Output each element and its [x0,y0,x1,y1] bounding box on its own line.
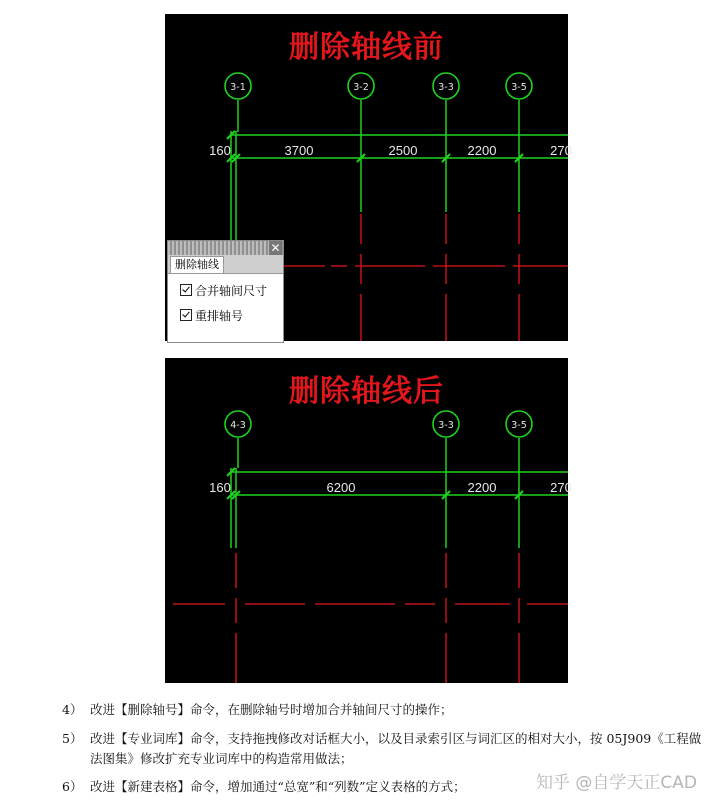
axis-label: 4-3 [230,420,246,431]
dimension-text: 2500 [388,143,418,158]
axis-label: 3-3 [438,82,454,93]
cad-panel-after [165,358,572,683]
dimension-text-group [209,143,572,158]
list-item-text: 改进【删除轴号】命令，在删除轴号时增加合并轴间尺寸的操作； [90,702,453,717]
dimension-text: 6200 [326,480,356,495]
red-axis-lines [283,214,568,341]
dimension-text: 160 [209,143,231,158]
list-item-number: 4） [62,702,83,717]
list-item-number: 6） [62,779,83,794]
list-item-number: 5） [62,731,83,746]
dimension-text: 160 [209,480,231,495]
dimension-text: 2200 [467,480,497,495]
axis-label: 3-5 [511,420,527,431]
axis-label: 3-3 [438,420,454,431]
renumber-axis-checkbox[interactable] [180,308,243,324]
list-item-text: 改进【专业词库】命令，支持拖拽修改对话框大小，以及目录索引区与词汇区的相对大小，按 05J909《工程做法图集》修改扩充专业词库中的构造常用做法； [90,731,702,766]
dimension-text-group [209,480,572,495]
axis-label: 3-2 [353,82,369,93]
dimension-text: 3700 [284,143,314,158]
axis-label: 3-1 [230,82,246,93]
list-item-text: 改进【新建表格】命令，增加通过“总宽”和“列数”定义表格的方式； [90,779,466,794]
panel-title: 删除轴线后 [289,374,444,409]
checkbox-checked-icon[interactable] [180,284,192,296]
cad-panel-before [165,14,572,341]
dimension-text: 270 [550,480,572,495]
dialog-tabrow [168,255,283,274]
tab-delete-axis[interactable]: 删除轴线 [170,256,224,273]
dimension-text: 270 [550,143,572,158]
checkbox-checked-icon[interactable] [180,309,192,321]
dimension-text: 2200 [467,143,497,158]
axis-bubbles [225,73,532,99]
red-axis-lines [173,553,568,683]
delete-axis-dialog[interactable] [167,240,284,343]
checkbox-label: 重排轴号 [195,309,244,323]
close-icon[interactable]: ✕ [270,241,281,255]
axis-label-group [230,420,527,431]
merge-dimension-checkbox[interactable] [180,283,267,299]
watermark: 知乎 @自学天正CAD [536,773,697,793]
panel-title: 删除轴线前 [289,30,444,65]
axis-label: 3-5 [511,82,527,93]
checkbox-label: 合并轴间尺寸 [195,284,268,298]
axis-bubbles [225,411,532,437]
dialog-titlebar[interactable] [168,241,283,255]
axis-label-group [230,82,527,93]
